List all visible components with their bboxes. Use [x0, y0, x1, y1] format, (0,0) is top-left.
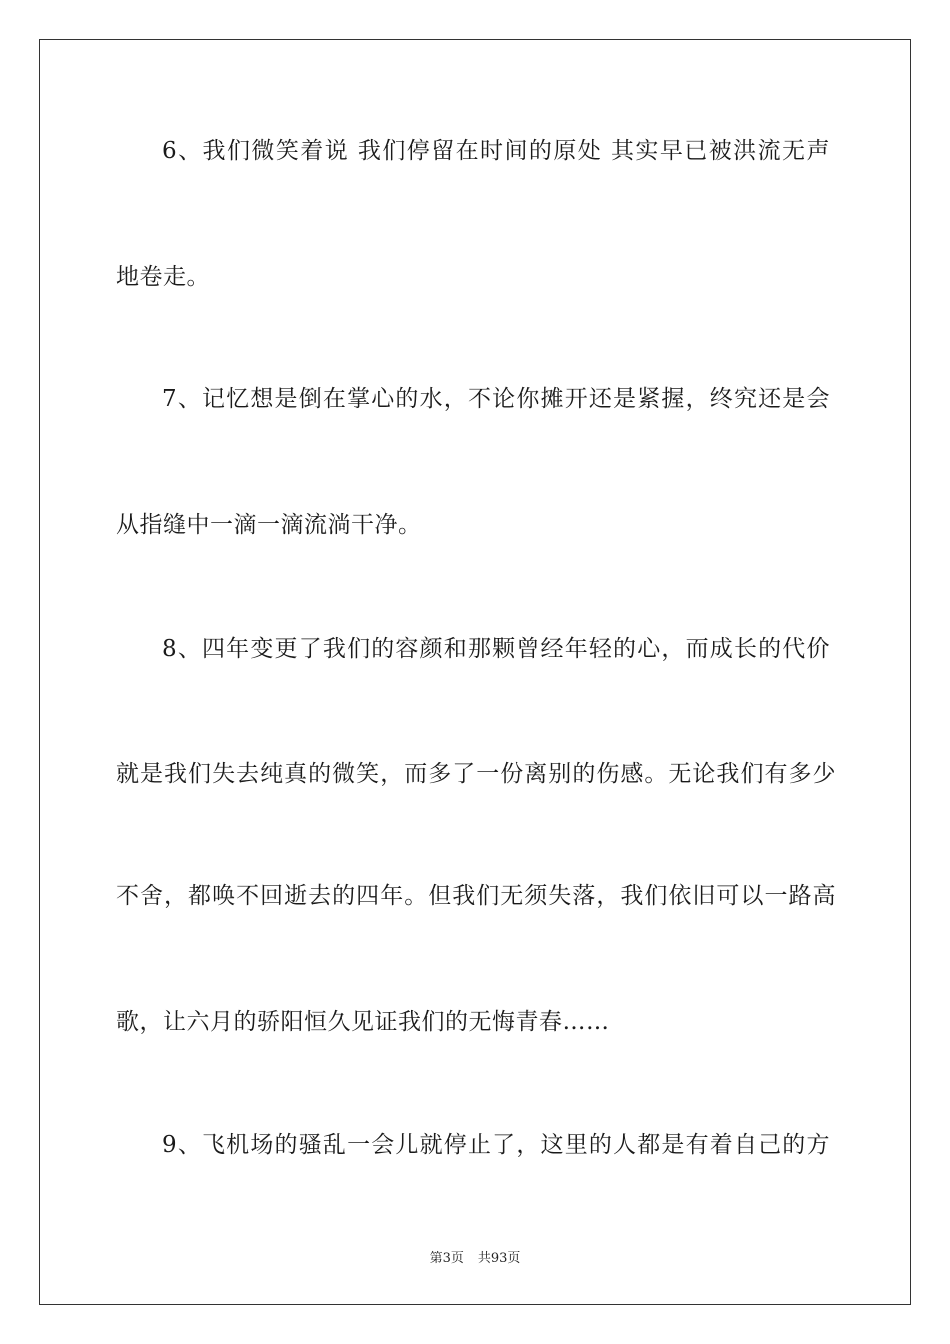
paragraph-6-line-2: 地卷走。 [116, 264, 210, 290]
page-number: 第3页 [429, 1251, 464, 1266]
total-pages: 共93页 [477, 1251, 521, 1266]
paragraph-9-line-1: 9、飞机场的骚乱一会儿就停止了，这里的人都是有着自己的方 [162, 1132, 830, 1158]
paragraph-8-line-1: 8、四年变更了我们的容颜和那颗曾经年轻的心，而成长的代价 [162, 636, 830, 662]
paragraph-8-line-3: 不舍，都唤不回逝去的四年。但我们无须失落，我们依旧可以一路高 [116, 883, 836, 909]
paragraph-7-line-2: 从指缝中一滴一滴流淌干净。 [116, 512, 422, 538]
page-border [39, 39, 911, 1305]
paragraph-8-line-4: 歌，让六月的骄阳恒久见证我们的无悔青春…… [116, 1009, 610, 1035]
paragraph-6-line-1: 6、我们微笑着说 我们停留在时间的原处 其实早已被洪流无声 [162, 138, 830, 164]
paragraph-7-line-1: 7、记忆想是倒在掌心的水，不论你摊开还是紧握，终究还是会 [162, 386, 830, 412]
paragraph-8-line-2: 就是我们失去纯真的微笑，而多了一份离别的伤感。无论我们有多少 [116, 761, 836, 787]
page-footer [0, 1247, 950, 1266]
